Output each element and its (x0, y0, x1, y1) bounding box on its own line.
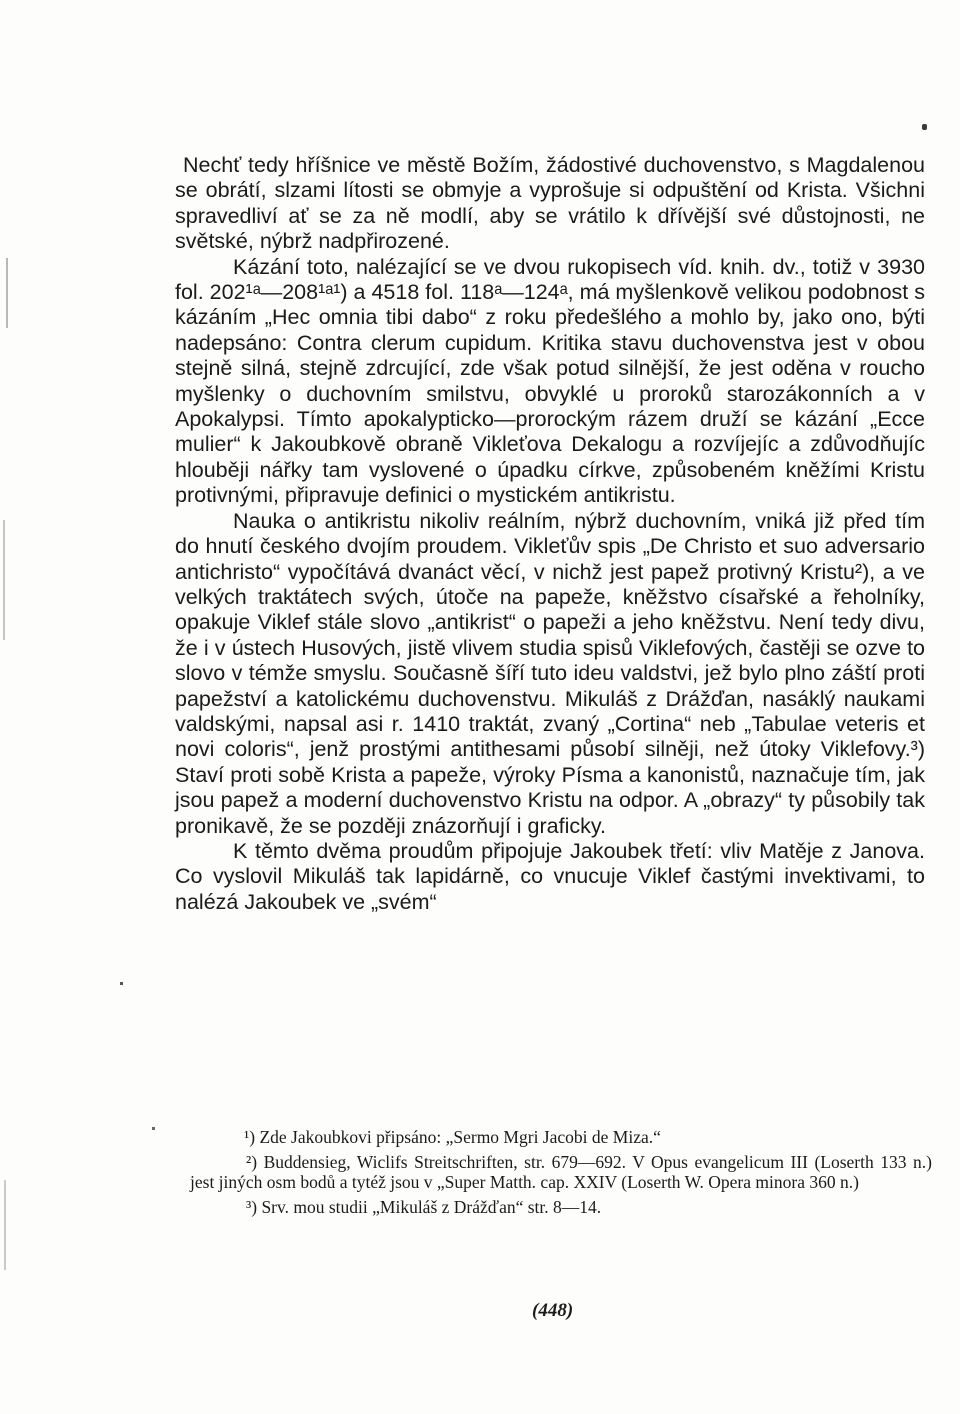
paragraph: K těmto dvěma proudům připojuje Jakoubek třetí: vliv Matěje z Janova. Co vyslovil Mikuláš tak lapidárně, co vnucuje Viklef častými invektivami, to nalézá Jakoubek ve „svém“ (175, 838, 925, 914)
footnotes (190, 1127, 932, 1222)
page-number: (448) (532, 1300, 574, 1321)
body-text (175, 153, 925, 915)
ink-speck (152, 1127, 155, 1130)
scan-edge-mark (4, 1180, 6, 1270)
paragraph: Kázání toto, nalézající se ve dvou rukopisech víd. knih. dv., totiž v 3930 fol. 202¹ᵃ—208¹ᵃ¹) a 4518 fol. 118ᵃ—124ᵃ, má myšlenkově velikou podobnost s kázáním „Hec omnia tibi dabo“ z roku předešlého a mohlo by, jako ono, býti nadepsáno: Contra clerum cupidum. Kritika stavu duchovenstva jest v obou stejně silná, stejně zdrcující, zde však potud silnější, že jest oděna v roucho myšlenky o duchovním smilstvu, obvyklé u proroků starozákonních a v Apokalypsi. Tímto apokalypticko—prorockým rázem druží se kázání „Ecce mulier“ k Jakoubkově obraně Vikleťova Dekalogu a rozvíjejíc a zdůvodňujíc hlouběji nářky tam vyslovené o úpadku církve, způsobeném kněžími Kristu protivnými, připravuje definici o mystickém antikristu. (175, 254, 925, 508)
scan-edge-mark (3, 520, 5, 640)
paragraph: Nauka o antikristu nikoliv reálním, nýbrž duchovním, vniká již před tím do hnutí českého dvojím proudem. Vikleťův spis „De Christo et suo adversario antichristo“ vypočítává dvanáct věcí, v nichž jest papež protivný Kristu²), a ve velkých traktátech svých, útoče na papeže, kněžstvo císařské a řeholníky, opakuje Viklef stále slovo „antikrist“ o papeži a jeho kněžstvu. Není tedy divu, že i v ústech Husových, jistě vlivem studia spisů Viklefových, častěji se ozve to slovo v témže smyslu. Současně šíří tuto ideu valdstvi, jež bylo plno záští proti papežství a katolickému duchovenstvu. Mikuláš z Drážďan, nasáklý naukami valdskými, napsal asi r. 1410 traktát, zvaný „Cortina“ neb „Tabulae veteris et novi coloris“, jenž prostými antithesami působí silněji, než útoky Viklefovy.³) Staví proti sobě Krista a papeže, výroky Písma a kanonistů, naznačuje tím, jak jsou papež a moderní duchovenstvo Kristu na odpor. A „obrazy“ ty působily tak pronikavě, že se později znázorňují i graficky. (175, 508, 925, 838)
paragraph: Nechť tedy hříšnice ve městě Božím, žádostivé duchovenstvo, s Magdalenou se obrátí, slzami lítosti se obmyje a vyprošuje si odpuštění od Krista. Všichni spravedliví ať se za ně modlí, aby se vrátilo k dřívější své důstojnosti, ne světské, nýbrž nadpřirozené. (175, 153, 925, 254)
scan-edge-mark (6, 258, 8, 328)
ink-spot (922, 124, 927, 130)
footnote: ²) Buddensieg, Wiclifs Streitschriften, str. 679—692. V Opus evangelicum III (Loserth 133 n.) jest jiných osm bodů a tytéž jsou v „Super Matth. cap. XXIV (Loserth W. Opera minora 360 n.) (190, 1152, 932, 1192)
footnote: ¹) Zde Jakoubkovi připsáno: „Sermo Mgri Jacobi de Miza.“ (244, 1127, 661, 1147)
ink-speck (120, 982, 123, 985)
footnote: ³) Srv. mou studii „Mikuláš z Drážďan“ str. 8—14. (246, 1197, 602, 1217)
